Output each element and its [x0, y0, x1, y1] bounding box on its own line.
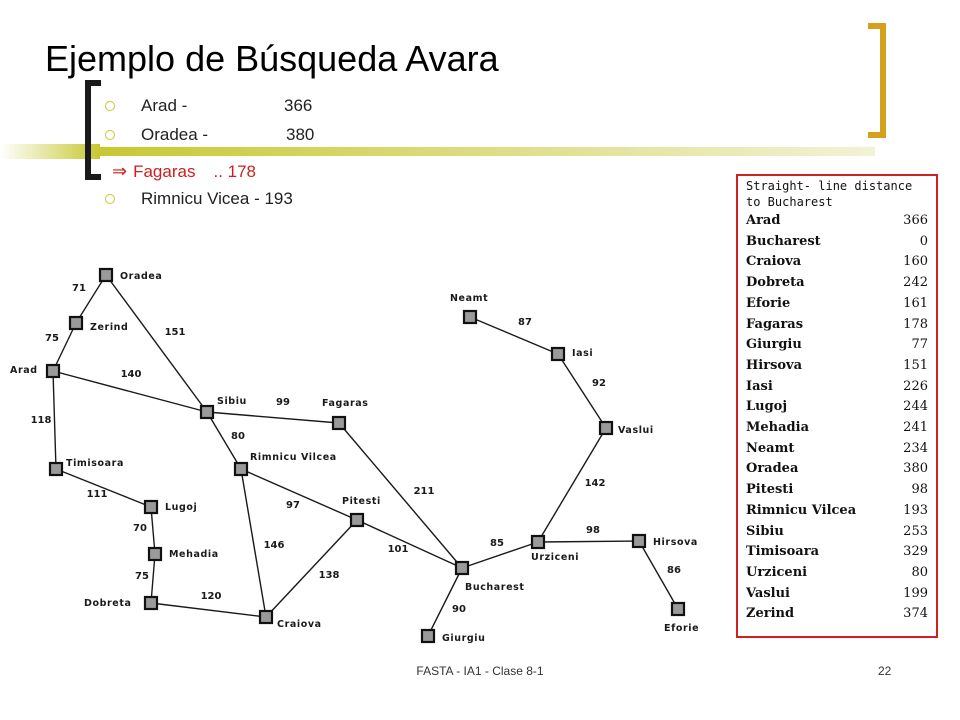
road-edge: [151, 603, 266, 617]
city-label: Timisoara: [66, 458, 124, 469]
heuristic-city: Iasi: [746, 378, 773, 394]
city-label: Vaslui: [618, 425, 654, 436]
city-node: [260, 611, 272, 623]
city-node: [145, 597, 157, 609]
heuristic-row: [746, 317, 928, 337]
city-label: Neamt: [450, 293, 489, 304]
heuristic-table: [736, 174, 938, 638]
heuristic-row: [746, 275, 928, 295]
page-number: 22: [878, 664, 892, 678]
heuristic-row: [746, 482, 928, 502]
heuristic-city: Arad: [746, 213, 781, 228]
heuristic-city: Giurgiu: [746, 337, 802, 353]
heuristic-row: [746, 544, 928, 564]
heuristic-title-line1: Straight- line distance: [746, 179, 913, 193]
road-distance-label: 140: [120, 369, 142, 380]
city-label: Lugoj: [165, 502, 198, 513]
city-label: Sibiu: [217, 396, 247, 407]
heuristic-city: Pitesti: [746, 482, 794, 498]
city-label: Arad: [10, 365, 38, 376]
selected-name: Fagaras: [133, 162, 196, 181]
heuristic-value: 151: [903, 357, 928, 373]
road-edge: [538, 541, 639, 542]
road-edge: [151, 554, 155, 603]
heuristic-row: [746, 399, 928, 419]
heuristic-value: 98: [911, 482, 928, 498]
city-label: Zerind: [90, 322, 129, 333]
road-distance-label: 138: [318, 570, 340, 581]
heuristic-city: Hirsova: [746, 357, 803, 373]
city-node: [552, 348, 564, 360]
road-edge: [241, 469, 357, 520]
bullet-value: 366: [284, 96, 313, 115]
heuristic-row: [746, 420, 928, 440]
heuristic-row: [746, 524, 928, 544]
road-edge: [53, 323, 76, 371]
right-arrow-icon: ⇒: [112, 161, 128, 181]
heuristic-city: Sibiu: [746, 523, 784, 539]
city-label: Fagaras: [322, 398, 369, 409]
slide-title: Ejemplo de Búsqueda Avara: [45, 38, 499, 79]
road-edge: [53, 371, 56, 469]
heuristic-row: [746, 503, 928, 523]
heuristic-value: 199: [903, 585, 928, 601]
bullet-name: Arad -: [141, 96, 188, 115]
city-label: Mehadia: [169, 549, 219, 560]
heuristic-value: 253: [903, 523, 928, 539]
city-node: [532, 536, 544, 548]
right-bracket: [868, 23, 886, 138]
city-label: Urziceni: [531, 552, 580, 563]
heuristic-city: Craiova: [746, 254, 802, 270]
road-edge: [263, 520, 357, 617]
heuristic-value: 244: [903, 399, 928, 415]
city-node: [145, 501, 157, 513]
road-edge: [207, 412, 339, 423]
city-node: [456, 562, 468, 574]
heuristic-value: 193: [903, 502, 928, 518]
road-edge: [106, 275, 207, 412]
heuristic-row: [746, 461, 928, 481]
heuristic-city: Timisoara: [746, 544, 819, 560]
heuristic-value: 329: [903, 544, 928, 560]
heuristic-row: [746, 606, 928, 626]
road-distance-label: 151: [164, 327, 186, 338]
heuristic-value: 380: [903, 461, 928, 477]
heuristic-value: 242: [903, 275, 928, 291]
road-distance-label: 99: [276, 397, 290, 408]
heuristic-value: 0: [919, 233, 928, 249]
heuristic-row: [746, 213, 928, 233]
heuristic-city: Bucharest: [746, 233, 821, 249]
road-distance-label: 111: [86, 489, 108, 500]
heuristic-row: [746, 358, 928, 378]
heuristic-row: [746, 234, 928, 254]
road-distance-label: 142: [584, 478, 606, 489]
city-node: [464, 311, 476, 323]
road-distance-label: 120: [200, 591, 222, 602]
city-node: [672, 603, 684, 615]
heuristic-value: 161: [903, 295, 928, 311]
heuristic-row: [746, 254, 928, 274]
heuristic-city: Lugoj: [746, 399, 788, 415]
road-distance-label: 71: [72, 283, 86, 294]
heuristic-row: [746, 337, 928, 357]
heuristic-title-line2: to Bucharest: [746, 195, 833, 209]
road-distance-label: 97: [286, 500, 300, 511]
road-distance-label: 87: [518, 317, 532, 328]
road-distance-label: 86: [667, 565, 681, 576]
road-edge: [470, 317, 558, 354]
heuristic-city: Rimnicu Vilcea: [746, 502, 857, 518]
heuristic-city: Vaslui: [746, 585, 790, 601]
heuristic-city: Neamt: [746, 440, 795, 456]
city-label: Pitesti: [342, 496, 381, 507]
road-distance-label: 146: [263, 540, 285, 551]
heuristic-value: 374: [903, 606, 928, 622]
road-distance-label: 211: [413, 486, 435, 497]
city-node: [422, 630, 434, 642]
road-edge: [357, 520, 462, 568]
heuristic-row: [746, 586, 928, 606]
city-label: Iasi: [572, 348, 594, 359]
heuristic-city: Urziceni: [746, 564, 808, 580]
heuristic-city: Mehadia: [746, 420, 809, 435]
heuristic-row: [746, 379, 928, 399]
road-distance-label: 101: [387, 544, 409, 555]
road-distance-label: 80: [231, 431, 245, 442]
city-node: [235, 463, 247, 475]
city-node: [70, 317, 82, 329]
road-edge: [428, 568, 462, 636]
heuristic-city: Oradea: [746, 461, 799, 477]
city-node: [351, 514, 363, 526]
road-edge: [241, 469, 266, 617]
road-distance-label: 98: [586, 525, 600, 536]
heuristic-value: 178: [903, 316, 928, 332]
bullet-value: 380: [286, 125, 315, 144]
heuristic-value: 241: [903, 420, 928, 435]
bullet-name: Oradea -: [141, 125, 209, 144]
road-edge: [56, 469, 151, 507]
city-label: Hirsova: [653, 537, 698, 548]
road-edge: [558, 354, 606, 428]
slide-footer: FASTA - IA1 - Clase 8-1: [416, 664, 544, 678]
city-label: Bucharest: [465, 582, 525, 593]
city-label: Eforie: [664, 623, 700, 634]
heuristic-row: [746, 441, 928, 461]
city-node: [149, 548, 161, 560]
heuristic-value: 160: [903, 254, 928, 270]
heuristic-city: Dobreta: [746, 275, 805, 291]
city-node: [201, 406, 213, 418]
heuristic-table-title: [746, 178, 912, 210]
road-distance-label: 118: [30, 415, 52, 426]
city-node: [633, 535, 645, 547]
road-distance-label: 90: [452, 604, 466, 615]
road-distance-label: 85: [490, 538, 504, 549]
city-label: Giurgiu: [442, 633, 486, 644]
heuristic-row: [746, 565, 928, 585]
selected-value: .. 178: [213, 162, 257, 181]
heuristic-value: 80: [911, 564, 928, 580]
city-node: [100, 269, 112, 281]
city-label: Craiova: [277, 619, 322, 630]
city-node: [333, 417, 345, 429]
road-distance-label: 70: [133, 523, 147, 534]
heuristic-value: 234: [903, 440, 928, 456]
bullet-name: Rimnicu Vicea - 193: [141, 189, 293, 208]
heuristic-city: Eforie: [746, 295, 791, 311]
city-label: Oradea: [120, 271, 163, 282]
heuristic-value: 226: [903, 378, 928, 394]
heuristic-value: 77: [911, 337, 928, 353]
road-distance-label: 92: [592, 378, 606, 389]
heuristic-row: [746, 296, 928, 316]
road-distance-label: 75: [45, 333, 59, 344]
city-label: Dobreta: [84, 598, 132, 609]
heuristic-city: Zerind: [746, 606, 795, 622]
road-distance-label: 75: [135, 571, 149, 582]
city-node: [47, 365, 59, 377]
heuristic-value: 366: [903, 213, 928, 228]
city-node: [50, 463, 62, 475]
city-label: Rimnicu Vilcea: [250, 452, 337, 463]
heuristic-city: Fagaras: [746, 316, 804, 332]
city-node: [600, 422, 612, 434]
